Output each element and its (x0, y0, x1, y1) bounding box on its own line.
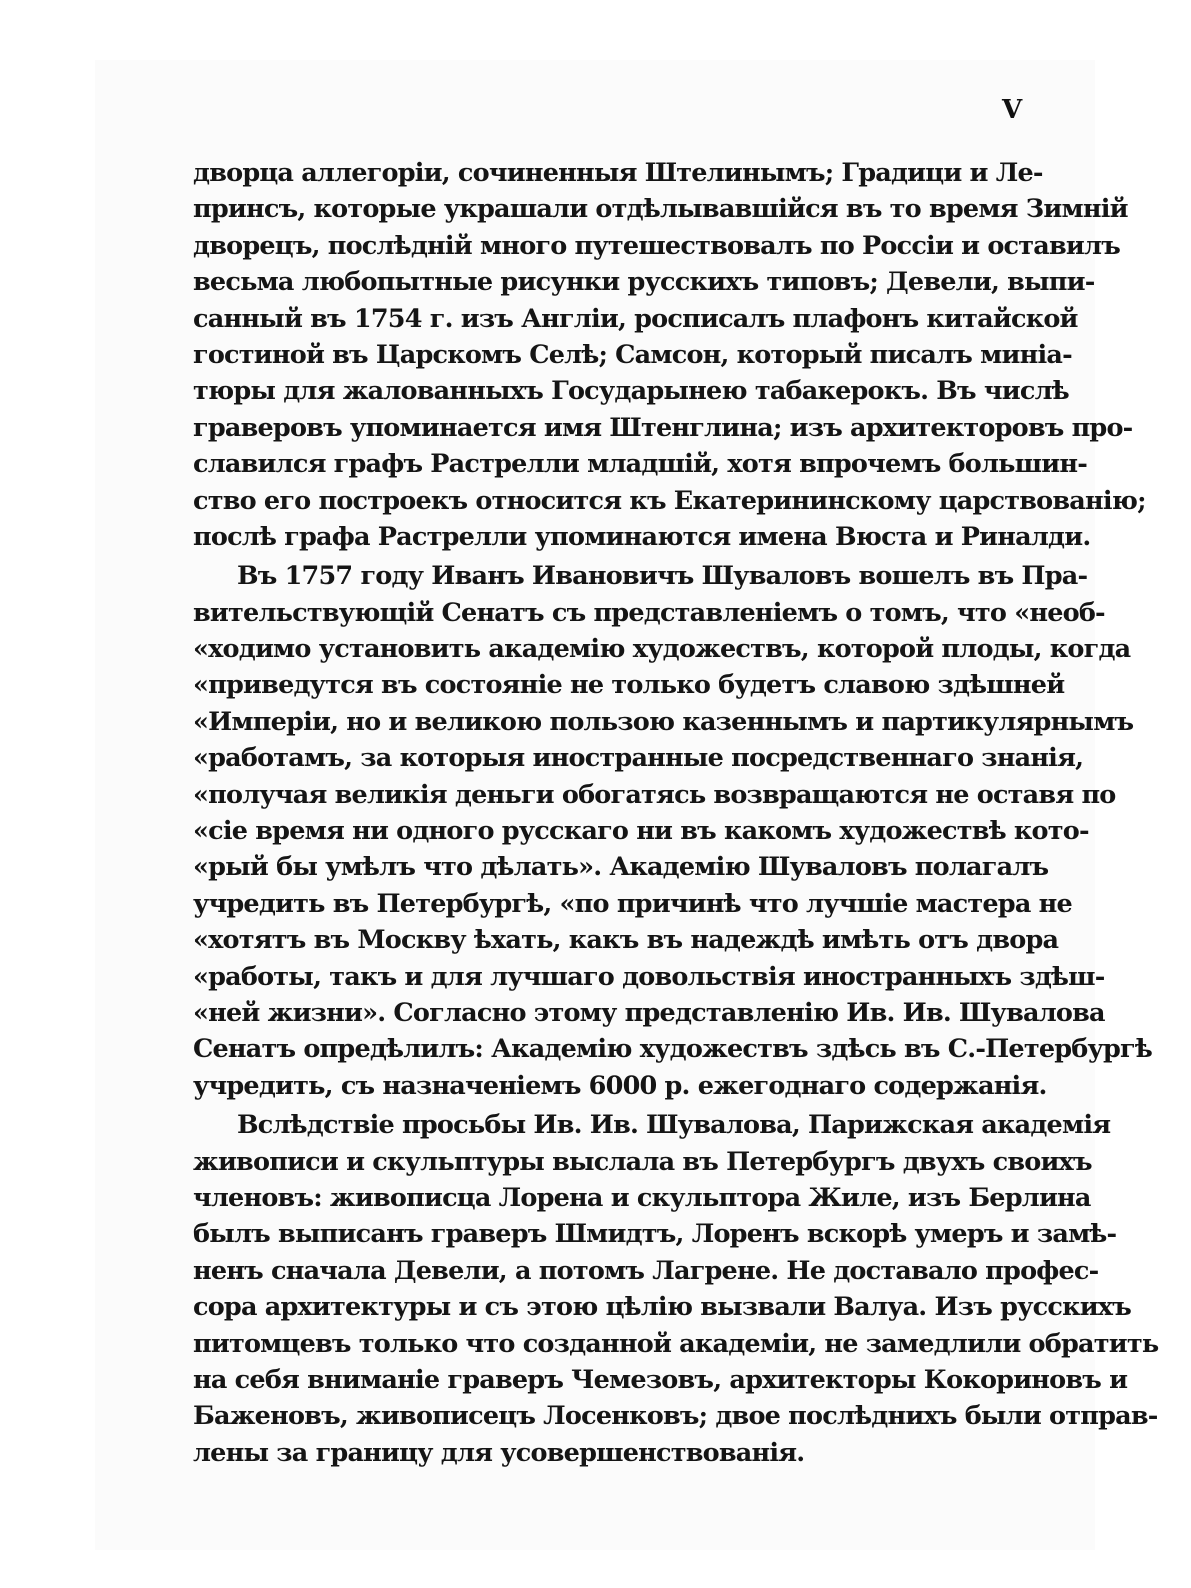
text-line: славился графъ Растрелли младшій, хотя впрочемъ большин- (193, 449, 1088, 480)
text-line: гостиной въ Царскомъ Селѣ; Самсон, который писалъ миніа- (193, 339, 1072, 370)
text-line: принсъ, которые украшали отдѣлывавшійся въ то время Зимній (193, 194, 1128, 225)
text-line: «хотятъ въ Москву ѣхать, какъ въ надеждѣ имѣть отъ двора (193, 925, 1059, 956)
text-line: послѣ графа Растрелли упоминаются имена Вюста и Риналди. (193, 521, 1091, 552)
text-line: Сенатъ опредѣлилъ: Академію художествъ здѣсь въ С.-Петербургѣ (193, 1034, 1152, 1065)
text-line: санный въ 1754 г. изъ Англіи, росписалъ плафонъ китайской (193, 303, 1078, 334)
text-line: «работы, такъ и для лучшаго довольствія иностранныхъ здѣш- (193, 961, 1105, 992)
text-line: дворца аллегоріи, сочиненныя Штелинымъ; Градици и Ле- (193, 158, 1043, 188)
text-line: членовъ: живописца Лорена и скульптора Жиле, изъ Берлина (193, 1182, 1091, 1213)
text-line: «Имперіи, но и великою пользою казеннымъ и партикулярнымъ (193, 706, 1134, 737)
paragraph (193, 558, 1152, 1104)
text-line: «рый бы умѣлъ что дѣлать». Академію Шуваловъ полагалъ (193, 852, 1049, 883)
text-line: «работамъ, за которыя иностранные посредственнаго знанія, (193, 743, 1084, 774)
paragraph (193, 155, 1146, 555)
text-line: весьма любопытные рисунки русскихъ типовъ; Девели, выпи- (193, 267, 1095, 298)
text-line: дворецъ, послѣдній много путешествовалъ по Россіи и оставилъ (193, 230, 1120, 261)
text-line: ство его построекъ относится къ Екатерининскому царствованію; (193, 485, 1146, 516)
body-text (193, 155, 1159, 1471)
text-line: вительствующій Сенатъ съ представленіемъ о томъ, что «необ- (193, 597, 1105, 628)
text-line: учредить, съ назначеніемъ 6000 р. ежегоднаго содержанія. (193, 1070, 1047, 1101)
text-line: живописи и скульптуры выслала въ Петербургъ двухъ своихъ (193, 1146, 1092, 1177)
text-line: тюры для жалованныхъ Государынею табакерокъ. Въ числѣ (193, 376, 1069, 407)
text-line: ненъ сначала Девели, а потомъ Лагрене. Не доставало профес- (193, 1255, 1099, 1286)
text-line: на себя вниманіе граверъ Чемезовъ, архитекторы Кокориновъ и (193, 1364, 1128, 1395)
page-number: V (1002, 95, 1023, 125)
text-line: былъ выписанъ граверъ Шмидтъ, Лоренъ вскорѣ умеръ и замѣ- (193, 1219, 1117, 1250)
text-line: Баженовъ, живописецъ Лосенковъ; двое послѣднихъ были отправ- (193, 1401, 1158, 1432)
text-line: граверовъ упоминается имя Штенглина; изъ архитекторовъ про- (193, 412, 1133, 443)
text-line: «ней жизни». Согласно этому представленію Ив. Ив. Шувалова (193, 997, 1105, 1028)
text-line: «сіе время ни одного русскаго ни въ какомъ художествѣ кото- (193, 816, 1089, 847)
text-line: «получая великія деньги обогатясь возвращаются не оставя по (193, 779, 1116, 810)
text-line: Въ 1757 году Иванъ Ивановичъ Шуваловъ вошелъ въ Пра- (237, 561, 1088, 592)
text-line: «приведутся въ состояніе не только будетъ славою здѣшней (193, 670, 1065, 701)
text-line: Вслѣдствіе просьбы Ив. Ив. Шувалова, Парижская академія (237, 1110, 1111, 1141)
text-line: сора архитектуры и съ этою цѣлію вызвали Валуа. Изъ русскихъ (193, 1292, 1131, 1323)
text-line: учредить въ Петербургѣ, «по причинѣ что лучшіе мастера не (193, 888, 1072, 919)
text-line: «ходимо установить академію художествъ, которой плоды, когда (193, 634, 1131, 665)
paragraph (193, 1107, 1159, 1471)
text-line: питомцевъ только что созданной академіи, не замедлили обратить (193, 1328, 1159, 1359)
text-line: лены за границу для усовершенствованія. (193, 1437, 805, 1468)
